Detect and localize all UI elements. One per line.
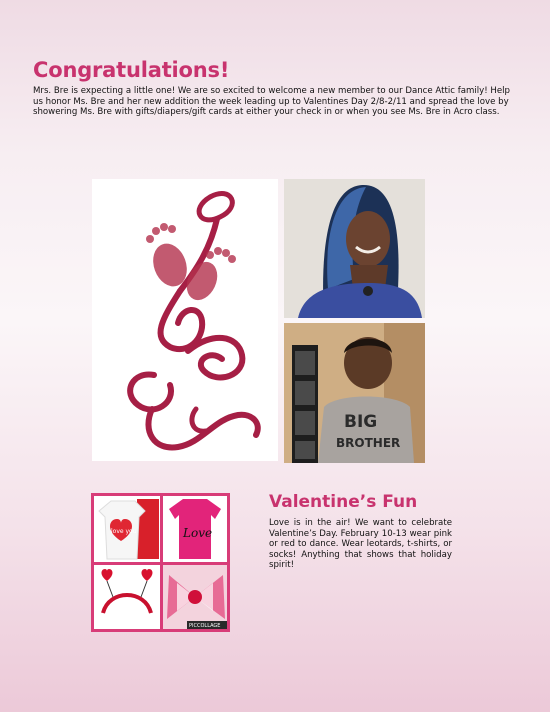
ms-bre-photo — [284, 179, 425, 318]
valentine-paragraph: Love is in the air! We want to celebrate Valentine’s Day. February 10-13 wear pink or red to dance. Wear leotards, t-shirts, or socks! Anything that shows that holiday spirit! — [269, 518, 452, 571]
valentine-collage — [91, 493, 230, 632]
valentine-title: Valentine’s Fun — [269, 492, 418, 512]
intro-paragraph: Mrs. Bre is expecting a little one! We are so excited to welcome a new member to our Dance Attic family! Help us honor Ms. Bre and her new addition the week leading up to Valentines Day 2/8-2/11 and spread the love by showering Ms. Bre with gifts/diapers/gift cards at either your check in or when you see Ms. Bre in Acro class. — [33, 86, 511, 118]
collage-tee-text: Love — [183, 526, 213, 540]
collage-watermark: PICCOLLAGE — [189, 623, 221, 629]
shirt-text-brother: BROTHER — [336, 436, 401, 450]
collage-shirt-text: love you — [111, 528, 137, 535]
page-title: Congratulations! — [33, 58, 230, 82]
big-brother-photo — [284, 323, 425, 463]
love-footprints-image — [92, 179, 278, 461]
shirt-text-big: BIG — [344, 412, 378, 432]
